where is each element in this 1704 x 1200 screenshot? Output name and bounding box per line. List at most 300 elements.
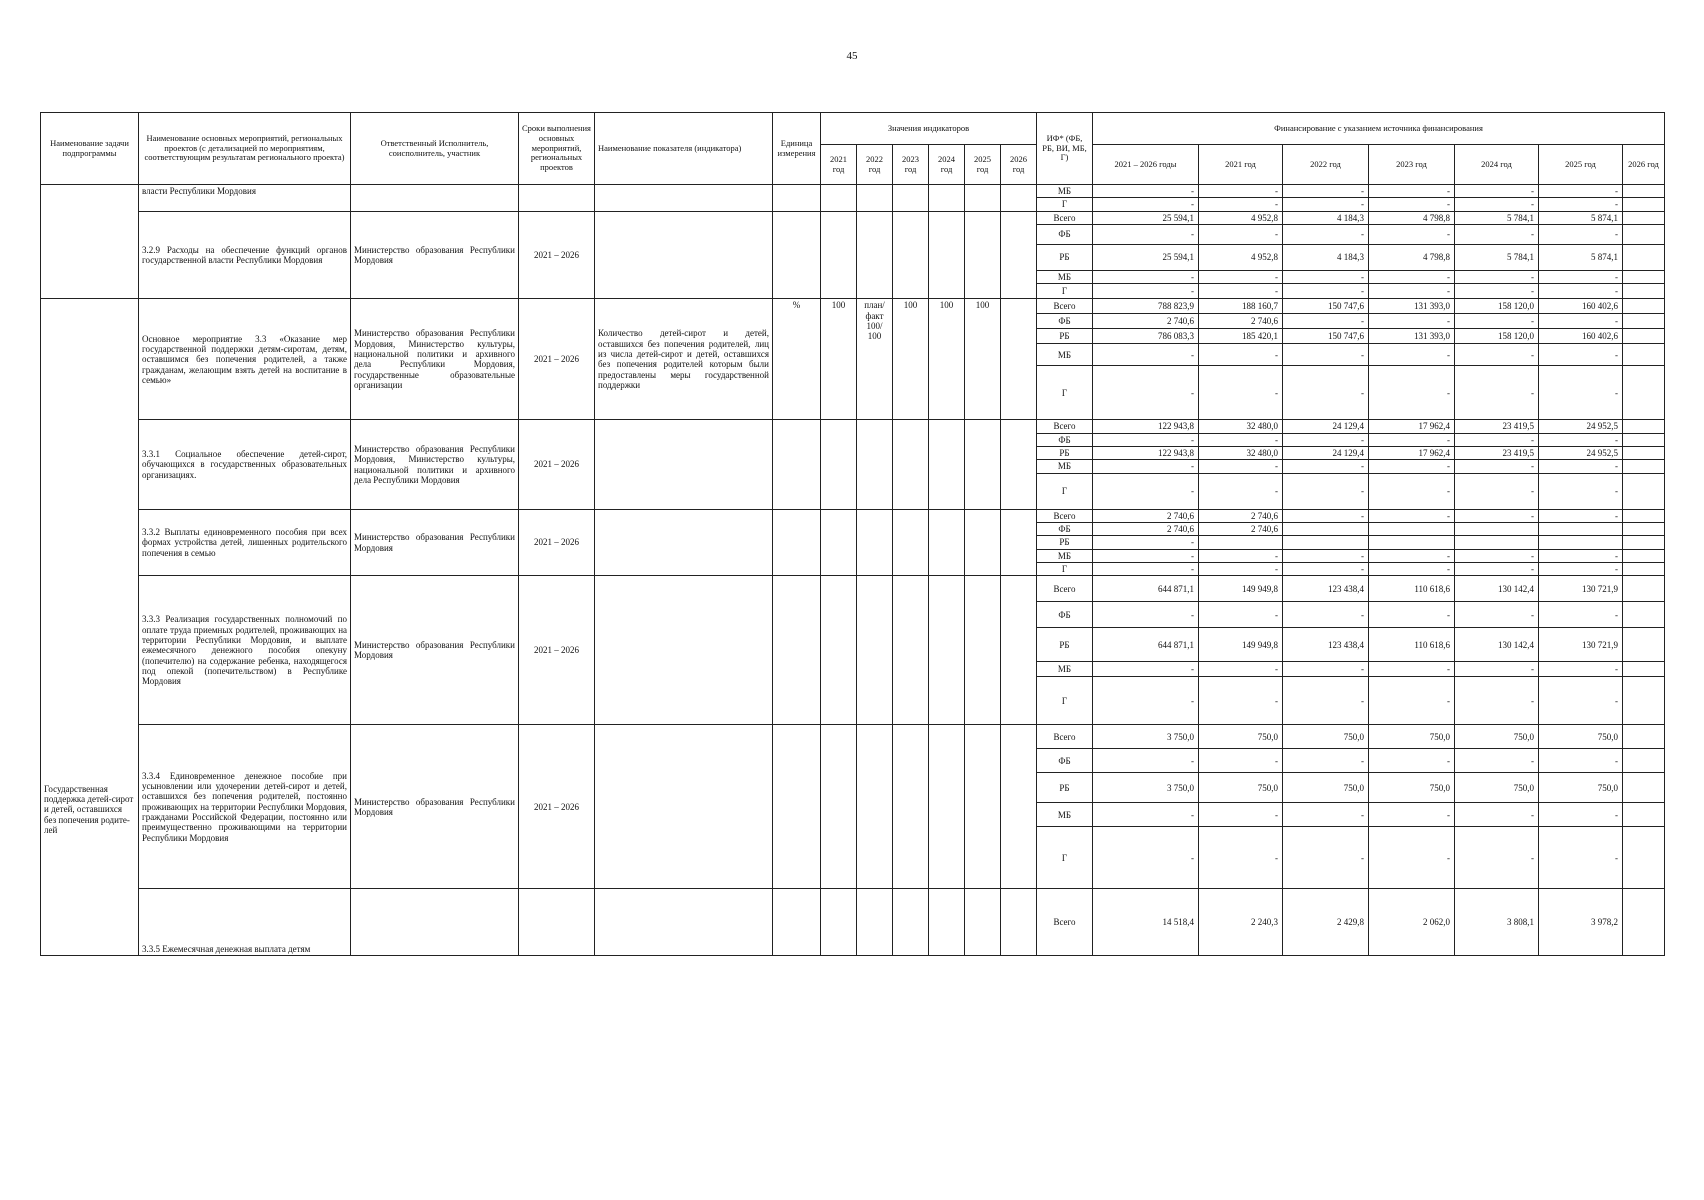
indicator-name <box>595 509 773 576</box>
financing-value: 130 721,9 <box>1539 576 1623 602</box>
indicator-value <box>929 420 965 509</box>
executor <box>351 185 519 212</box>
indicator-value <box>821 576 857 725</box>
financing-value <box>1623 420 1665 433</box>
financing-value: - <box>1093 198 1199 211</box>
table-row <box>41 211 1665 224</box>
source-code: РБ <box>1037 773 1093 803</box>
indicator-value <box>1001 576 1037 725</box>
financing-value: 750,0 <box>1539 725 1623 749</box>
indicator-name: Количество детей-сирот и детей, оставшихся без попечения родителей, лиц из числа детей-сирот и детей, оставшихся без попечения родителей которым были предоставлены меры государственной поддержки <box>595 299 773 420</box>
financing-value: - <box>1539 284 1623 299</box>
financing-value <box>1623 211 1665 224</box>
financing-value: - <box>1455 185 1539 198</box>
indicator-value <box>857 185 893 212</box>
header-task: Наименование задачи подпрограммы <box>41 113 139 185</box>
event-name: 3.3.5 Ежемесячная денежная выплата детям <box>139 889 351 956</box>
terms: 2021 – 2026 <box>519 211 595 299</box>
indicator-value <box>821 509 857 576</box>
financing-value: - <box>1093 284 1199 299</box>
financing-value: 150 747,6 <box>1283 299 1369 314</box>
event-name: 3.3.2 Выплаты единовременного пособия при всех формах устройства детей, лишенных родительского попечения в семью <box>139 509 351 576</box>
financing-value: 23 419,5 <box>1455 447 1539 460</box>
financing-value: - <box>1093 602 1199 628</box>
financing-value: - <box>1199 284 1283 299</box>
financing-value: 4 184,3 <box>1283 245 1369 271</box>
indicator-value <box>1001 509 1037 576</box>
source-code: РБ <box>1037 245 1093 271</box>
table-row <box>41 889 1665 956</box>
source-code: Г <box>1037 284 1093 299</box>
financing-value: - <box>1283 198 1369 211</box>
terms: 2021 – 2026 <box>519 299 595 420</box>
financing-value: 24 952,5 <box>1539 447 1623 460</box>
financing-value: - <box>1455 602 1539 628</box>
source-code: ФБ <box>1037 433 1093 446</box>
financing-value: 786 083,3 <box>1093 329 1199 344</box>
financing-value: - <box>1455 662 1539 677</box>
header-unit: Единица измерения <box>773 113 821 185</box>
header-fin-year: 2021 год <box>1199 145 1283 185</box>
financing-value: - <box>1455 271 1539 284</box>
indicator-value <box>857 889 893 956</box>
financing-value: 24 952,5 <box>1539 420 1623 433</box>
financing-value <box>1199 536 1283 549</box>
source-code: ФБ <box>1037 523 1093 536</box>
financing-value: 5 874,1 <box>1539 245 1623 271</box>
financing-value: - <box>1093 460 1199 473</box>
header-year: 2024 год <box>929 145 965 185</box>
financing-value <box>1623 366 1665 420</box>
executor: Министерство образования Республики Мордовия <box>351 211 519 299</box>
financing-value: - <box>1283 366 1369 420</box>
financing-value: - <box>1093 473 1199 509</box>
financing-value <box>1623 549 1665 562</box>
financing-value: 4 798,8 <box>1369 211 1455 224</box>
table-row <box>41 576 1665 602</box>
financing-value: - <box>1283 225 1369 245</box>
financing-value: 130 721,9 <box>1539 628 1623 662</box>
source-code: Всего <box>1037 725 1093 749</box>
indicator-value <box>965 509 1001 576</box>
financing-value <box>1623 803 1665 827</box>
financing-value <box>1623 314 1665 329</box>
indicator-value <box>1001 725 1037 889</box>
financing-value <box>1623 725 1665 749</box>
financing-value: 130 142,4 <box>1455 576 1539 602</box>
table-row <box>41 185 1665 198</box>
financing-value: 2 240,3 <box>1199 889 1283 956</box>
financing-value: - <box>1283 314 1369 329</box>
financing-value: - <box>1539 662 1623 677</box>
table-row <box>41 509 1665 522</box>
financing-value: 644 871,1 <box>1093 628 1199 662</box>
indicator-value <box>1001 889 1037 956</box>
terms: 2021 – 2026 <box>519 576 595 725</box>
financing-value: - <box>1539 549 1623 562</box>
financing-value <box>1623 225 1665 245</box>
financing-value: 32 480,0 <box>1199 420 1283 433</box>
source-code: МБ <box>1037 662 1093 677</box>
financing-value <box>1623 299 1665 314</box>
financing-value: 644 871,1 <box>1093 576 1199 602</box>
indicator-value <box>893 889 929 956</box>
financing-value: 122 943,8 <box>1093 447 1199 460</box>
event-name: Основное мероприятие 3.3 «Оказание мер государственной поддержки детям-сиротам, детям, оставшимся без попечения родителей, а также гражданам, желающим взять детей на воспитание в семью» <box>139 299 351 420</box>
financing-value: 788 823,9 <box>1093 299 1199 314</box>
financing-value: - <box>1369 460 1455 473</box>
financing-value: - <box>1093 225 1199 245</box>
financing-value: - <box>1539 314 1623 329</box>
table-header <box>41 113 1665 185</box>
financing-value: - <box>1199 602 1283 628</box>
indicator-value <box>893 509 929 576</box>
financing-value: - <box>1283 549 1369 562</box>
financing-value: - <box>1455 677 1539 725</box>
header-values-group: Значения индикаторов <box>821 113 1037 145</box>
indicator-value <box>965 889 1001 956</box>
financing-value: - <box>1539 677 1623 725</box>
header-executor: Ответственный Исполнитель, соисполнитель, участник <box>351 113 519 185</box>
indicator-value <box>821 889 857 956</box>
header-year: 2026 год <box>1001 145 1037 185</box>
financing-value: - <box>1369 198 1455 211</box>
financing-value: - <box>1369 563 1455 576</box>
financing-value: - <box>1539 271 1623 284</box>
event-name: 3.3.3 Реализация государственных полномочий по оплате труда приемных родителей, проживающих на территории Республики Мордовия, и выплате ежемесячного денежного пособия опекуну (попечителю) на содержание ребенка, находящегося под опекой (попечительством) в Республике Мордовия <box>139 576 351 725</box>
financing-value: - <box>1093 536 1199 549</box>
source-code: Всего <box>1037 299 1093 314</box>
unit <box>773 889 821 956</box>
financing-value: 3 978,2 <box>1539 889 1623 956</box>
indicator-value <box>929 725 965 889</box>
source-code: Всего <box>1037 889 1093 956</box>
source-code: МБ <box>1037 460 1093 473</box>
header-year: 2023 год <box>893 145 929 185</box>
financing-value: 17 962,4 <box>1369 447 1455 460</box>
financing-value: 750,0 <box>1539 773 1623 803</box>
indicator-value <box>965 185 1001 212</box>
financing-value: 24 129,4 <box>1283 420 1369 433</box>
financing-value: 24 129,4 <box>1283 447 1369 460</box>
indicator-value <box>857 576 893 725</box>
financing-value: 3 808,1 <box>1455 889 1539 956</box>
financing-value: 750,0 <box>1369 725 1455 749</box>
source-code: ФБ <box>1037 225 1093 245</box>
financing-value: 750,0 <box>1283 773 1369 803</box>
indicator-value <box>1001 420 1037 509</box>
executor: Министерство образования Республики Мордовия, Министерство культуры, национальной политики и архивного дела Республики Мордовия <box>351 420 519 509</box>
header-year: 2022 год <box>857 145 893 185</box>
source-code: Г <box>1037 677 1093 725</box>
financing-value <box>1623 536 1665 549</box>
financing-value: 5 784,1 <box>1455 245 1539 271</box>
financing-value: - <box>1455 803 1539 827</box>
header-financing-group: Финансирование с указанием источника финансирования <box>1093 113 1665 145</box>
event-name: 3.3.1 Социальное обеспечение детей-сирот, обучающихся в государственных образовательных организациях. <box>139 420 351 509</box>
financing-value: - <box>1369 271 1455 284</box>
source-code: Всего <box>1037 576 1093 602</box>
financing-value: - <box>1539 827 1623 889</box>
financing-value: - <box>1199 433 1283 446</box>
financing-value: 130 142,4 <box>1455 628 1539 662</box>
financing-value: 149 949,8 <box>1199 576 1283 602</box>
financing-value: - <box>1093 271 1199 284</box>
financing-value: - <box>1199 549 1283 562</box>
financing-value: - <box>1283 827 1369 889</box>
financing-value <box>1623 185 1665 198</box>
header-terms: Сроки выполнения основных мероприятий, региональных проектов <box>519 113 595 185</box>
header-year: 2025 год <box>965 145 1001 185</box>
financing-value: 750,0 <box>1369 773 1455 803</box>
table-row <box>41 420 1665 433</box>
financing-value: - <box>1369 366 1455 420</box>
financing-value: 110 618,6 <box>1369 576 1455 602</box>
executor: Министерство образования Республики Мордовия <box>351 576 519 725</box>
financing-value <box>1455 523 1539 536</box>
indicator-value <box>821 725 857 889</box>
financing-value: 4 952,8 <box>1199 245 1283 271</box>
financing-value: - <box>1199 563 1283 576</box>
financing-value: 17 962,4 <box>1369 420 1455 433</box>
financing-value: 750,0 <box>1199 773 1283 803</box>
financing-value: 4 952,8 <box>1199 211 1283 224</box>
financing-value: - <box>1093 803 1199 827</box>
financing-value: - <box>1455 749 1539 773</box>
source-code: МБ <box>1037 271 1093 284</box>
indicator-value <box>929 576 965 725</box>
financing-value: - <box>1093 185 1199 198</box>
financing-value: 4 184,3 <box>1283 211 1369 224</box>
table-row <box>41 299 1665 314</box>
indicator-value: 100 <box>821 299 857 420</box>
financing-value: - <box>1093 344 1199 366</box>
financing-value <box>1623 447 1665 460</box>
unit <box>773 185 821 212</box>
financing-value: - <box>1369 433 1455 446</box>
financing-value: - <box>1093 563 1199 576</box>
indicator-value <box>965 725 1001 889</box>
financing-value <box>1455 536 1539 549</box>
financing-value: - <box>1199 344 1283 366</box>
financing-value: 122 943,8 <box>1093 420 1199 433</box>
header-event: Наименование основных мероприятий, региональных проектов (с детализацией по мероприятиям, соответствующим результатам регионального проекта) <box>139 113 351 185</box>
terms <box>519 889 595 956</box>
financing-value: 123 438,4 <box>1283 576 1369 602</box>
financing-value: 14 518,4 <box>1093 889 1199 956</box>
financing-value: - <box>1093 827 1199 889</box>
financing-value <box>1623 628 1665 662</box>
source-code: МБ <box>1037 549 1093 562</box>
financing-value: - <box>1283 509 1369 522</box>
financing-value: 2 740,6 <box>1199 509 1283 522</box>
financing-value: - <box>1199 271 1283 284</box>
financing-value: 5 784,1 <box>1455 211 1539 224</box>
financing-value: - <box>1283 662 1369 677</box>
financing-value: 2 740,6 <box>1093 509 1199 522</box>
financing-value: - <box>1455 509 1539 522</box>
unit <box>773 576 821 725</box>
financing-value <box>1623 433 1665 446</box>
financing-value: 750,0 <box>1199 725 1283 749</box>
indicator-value <box>893 420 929 509</box>
indicator-value <box>965 420 1001 509</box>
financing-value <box>1539 536 1623 549</box>
unit <box>773 509 821 576</box>
financing-value: - <box>1455 549 1539 562</box>
page-number: 45 <box>846 50 858 62</box>
financing-value: - <box>1455 473 1539 509</box>
financing-value: - <box>1283 271 1369 284</box>
indicator-value <box>929 509 965 576</box>
source-code: Г <box>1037 366 1093 420</box>
source-code: ФБ <box>1037 602 1093 628</box>
financing-value: - <box>1369 803 1455 827</box>
indicator-name <box>595 576 773 725</box>
financing-value: - <box>1199 662 1283 677</box>
financing-value <box>1623 271 1665 284</box>
financing-value: - <box>1455 460 1539 473</box>
financing-value: 25 594,1 <box>1093 211 1199 224</box>
financing-value <box>1623 677 1665 725</box>
indicator-value: план/ факт 100/ 100 <box>857 299 893 420</box>
source-code: Г <box>1037 827 1093 889</box>
financing-value: 750,0 <box>1283 725 1369 749</box>
source-code: Г <box>1037 563 1093 576</box>
financing-value: - <box>1093 433 1199 446</box>
financing-value: 25 594,1 <box>1093 245 1199 271</box>
financing-value: - <box>1455 827 1539 889</box>
indicator-value <box>857 211 893 299</box>
financing-value: 158 120,0 <box>1455 329 1539 344</box>
financing-value: - <box>1369 602 1455 628</box>
financing-value <box>1623 284 1665 299</box>
source-code: МБ <box>1037 803 1093 827</box>
financing-value: - <box>1199 198 1283 211</box>
financing-value: 23 419,5 <box>1455 420 1539 433</box>
financing-value: - <box>1093 366 1199 420</box>
financing-value: - <box>1283 803 1369 827</box>
financing-value: - <box>1283 284 1369 299</box>
event-name-continued: власти Республики Мордовия <box>139 185 351 212</box>
source-code: Г <box>1037 198 1093 211</box>
financing-value: - <box>1455 433 1539 446</box>
indicator-name <box>595 889 773 956</box>
executor <box>351 889 519 956</box>
indicator-value <box>1001 211 1037 299</box>
source-code: ФБ <box>1037 314 1093 329</box>
financing-value <box>1623 827 1665 889</box>
financing-value: - <box>1199 827 1283 889</box>
financing-value: - <box>1539 433 1623 446</box>
financing-value: 131 393,0 <box>1369 299 1455 314</box>
financing-value: - <box>1539 803 1623 827</box>
financing-value <box>1623 576 1665 602</box>
financing-value: - <box>1455 314 1539 329</box>
executor: Министерство образования Республики Мордовия <box>351 509 519 576</box>
financing-value <box>1623 473 1665 509</box>
header-year: 2021 год <box>821 145 857 185</box>
financing-value: - <box>1539 749 1623 773</box>
terms: 2021 – 2026 <box>519 725 595 889</box>
financing-value: - <box>1199 473 1283 509</box>
event-name: 3.2.9 Расходы на обеспечение функций органов государственной власти Республики Мордовия <box>139 211 351 299</box>
indicator-value <box>857 725 893 889</box>
financing-value: 750,0 <box>1455 725 1539 749</box>
source-code: МБ <box>1037 185 1093 198</box>
financing-value: - <box>1199 225 1283 245</box>
financing-value: - <box>1455 344 1539 366</box>
financing-value: - <box>1455 198 1539 211</box>
indicator-value <box>965 576 1001 725</box>
financing-value: - <box>1369 225 1455 245</box>
financing-value: 185 420,1 <box>1199 329 1283 344</box>
financing-value: - <box>1455 366 1539 420</box>
financing-value: - <box>1283 563 1369 576</box>
indicator-value <box>929 185 965 212</box>
financing-value: 2 740,6 <box>1093 314 1199 329</box>
financing-value <box>1623 460 1665 473</box>
header-fin-year: 2023 год <box>1369 145 1455 185</box>
header-indicator: Наименование показателя (индикатора) <box>595 113 773 185</box>
financing-value <box>1623 563 1665 576</box>
financing-value: - <box>1369 185 1455 198</box>
financing-value: 160 402,6 <box>1539 299 1623 314</box>
financing-value: - <box>1093 677 1199 725</box>
financing-value: - <box>1283 344 1369 366</box>
executor: Министерство образования Республики Мордовия, Министерство культуры, национальной политики и архивного дела Республики Мордовия, государственные образовательные организации <box>351 299 519 420</box>
financing-value: - <box>1369 473 1455 509</box>
financing-value: - <box>1539 563 1623 576</box>
financing-value: 110 618,6 <box>1369 628 1455 662</box>
header-source: ИФ* (ФБ, РБ, ВИ, МБ, Г) <box>1037 113 1093 185</box>
indicator-value <box>1001 185 1037 212</box>
executor: Министерство образования Республики Мордовия <box>351 725 519 889</box>
indicator-name <box>595 725 773 889</box>
indicator-value: 100 <box>929 299 965 420</box>
indicator-value <box>857 420 893 509</box>
financing-value: - <box>1455 225 1539 245</box>
indicator-value <box>893 725 929 889</box>
indicator-value <box>929 211 965 299</box>
financing-value <box>1623 245 1665 271</box>
financing-value <box>1623 773 1665 803</box>
financing-value: - <box>1369 549 1455 562</box>
financing-value: 149 949,8 <box>1199 628 1283 662</box>
table-row <box>41 725 1665 749</box>
financing-value: - <box>1199 677 1283 725</box>
financing-value: - <box>1539 509 1623 522</box>
financing-value: 123 438,4 <box>1283 628 1369 662</box>
indicator-value: 100 <box>893 299 929 420</box>
financing-value: - <box>1539 473 1623 509</box>
financing-value: - <box>1369 677 1455 725</box>
financing-value: 4 798,8 <box>1369 245 1455 271</box>
financing-value: - <box>1455 563 1539 576</box>
financing-value: 5 874,1 <box>1539 211 1623 224</box>
program-table <box>40 112 1660 956</box>
financing-value: - <box>1539 198 1623 211</box>
task-name: Государственная поддержка детей-сирот и детей, оставшихся без попечения родите-лей <box>41 299 139 956</box>
financing-value: 2 062,0 <box>1369 889 1455 956</box>
financing-value: - <box>1539 460 1623 473</box>
financing-value: 2 429,8 <box>1283 889 1369 956</box>
financing-value <box>1283 536 1369 549</box>
financing-value <box>1623 523 1665 536</box>
table-body <box>41 185 1665 956</box>
financing-value <box>1623 198 1665 211</box>
financing-value: - <box>1093 549 1199 562</box>
